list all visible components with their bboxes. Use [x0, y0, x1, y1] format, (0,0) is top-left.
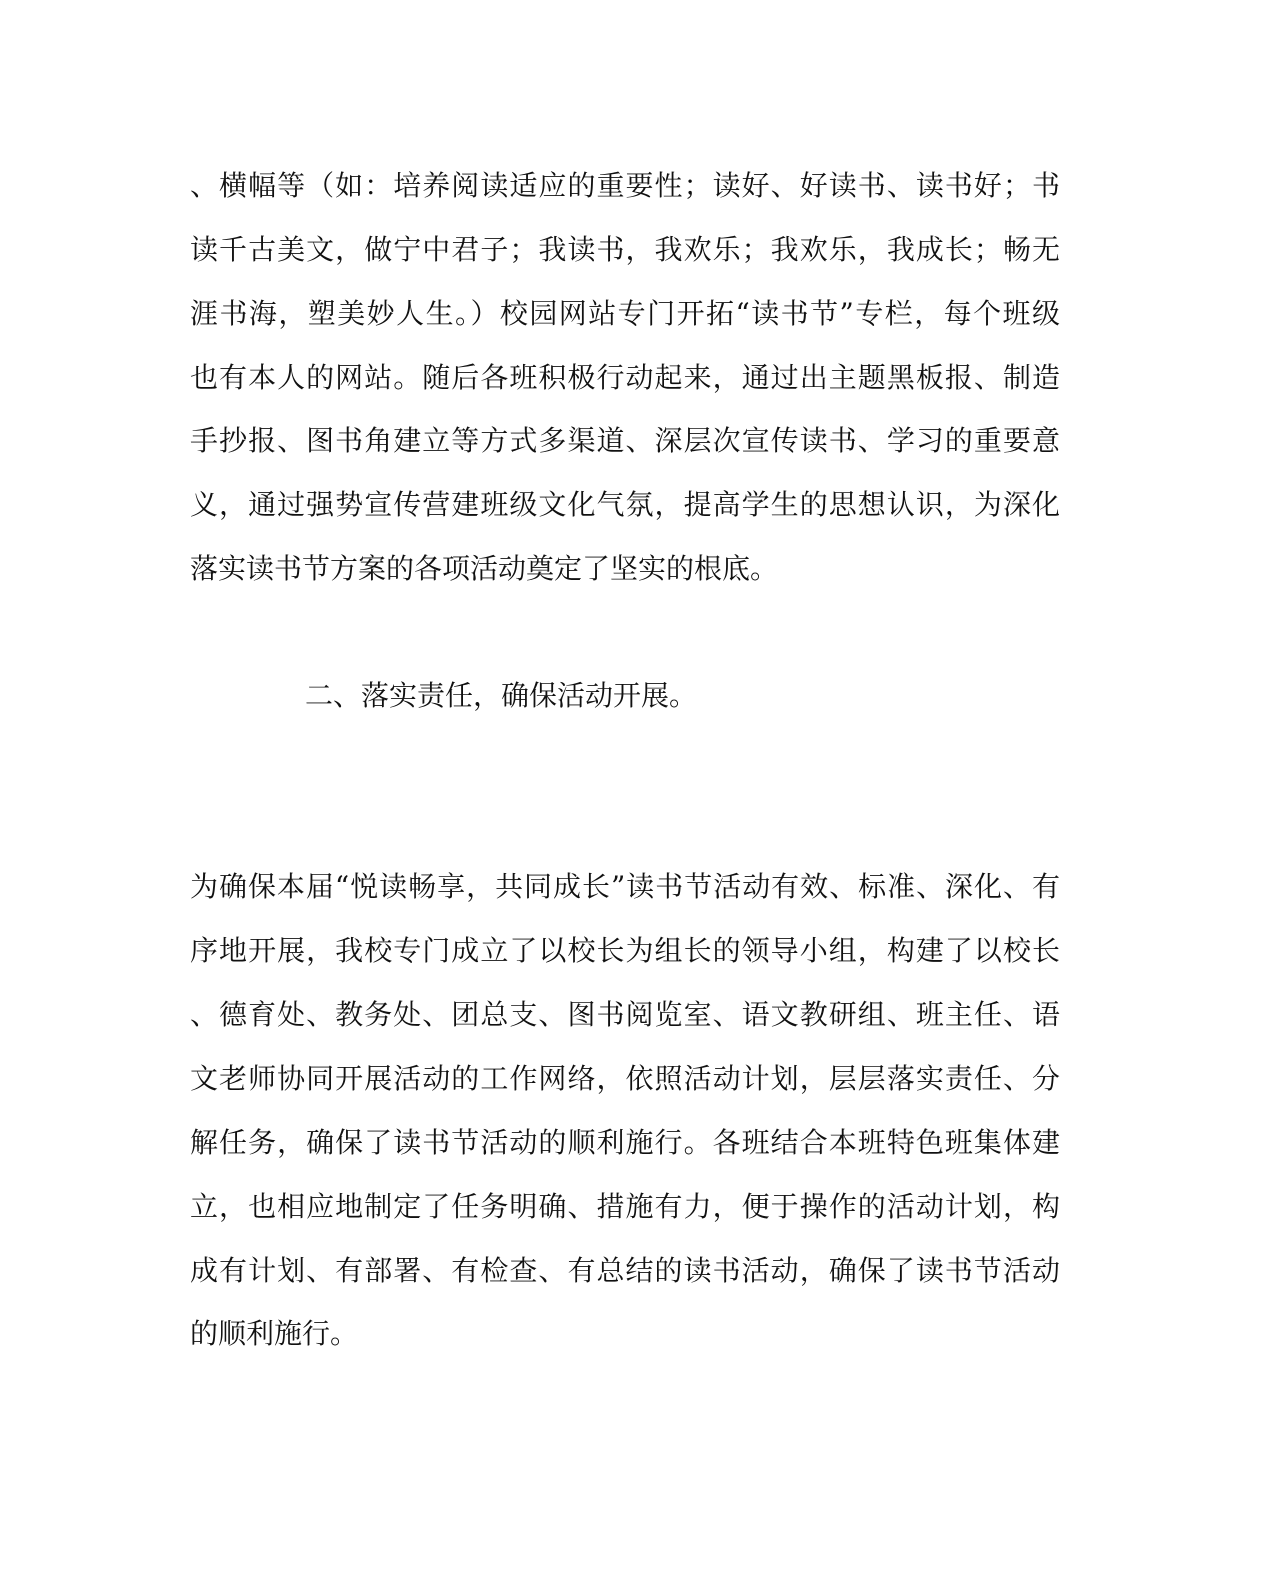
paragraph-2-line-5: 解任务，确保了读书节活动的顺利施行。各班结合本班特色班集体建: [190, 1126, 1060, 1159]
paragraph-2-line-4: 文老师协同开展活动的工作网络，依照活动计划，层层落实责任、分: [190, 1062, 1060, 1095]
paragraph-1-line-2: 读千古美文，做宁中君子；我读书，我欢乐；我欢乐，我成长；畅无: [190, 233, 1060, 266]
paragraph-1-line-1: 、横幅等（如：培养阅读适应的重要性；读好、好读书、读书好；书: [190, 169, 1060, 202]
paragraph-1-line-4: 也有本人的网站。随后各班积极行动起来，通过出主题黑板报、制造: [190, 361, 1060, 394]
paragraph-1-line-5: 手抄报、图书角建立等方式多渠道、深层次宣传读书、学习的重要意: [190, 424, 1060, 457]
paragraph-2-line-2: 序地开展，我校专门成立了以校长为组长的领导小组，构建了以校长: [190, 934, 1060, 967]
paragraph-2-line-3: 、德育处、教务处、团总支、图书阅览室、语文教研组、班主任、语: [190, 998, 1060, 1031]
paragraph-2-line-8: 的顺利施行。: [190, 1317, 359, 1350]
paragraph-2-line-1: 为确保本届“悦读畅享，共同成长”读书节活动有效、标准、深化、有: [190, 870, 1060, 903]
paragraph-2-line-7: 成有计划、有部署、有检查、有总结的读书活动，确保了读书节活动: [190, 1254, 1060, 1287]
paragraph-2-line-6: 立，也相应地制定了任务明确、措施有力，便于操作的活动计划，构: [190, 1190, 1060, 1223]
paragraph-1-line-3: 涯书海，塑美妙人生。）校园网站专门开拓“读书节”专栏，每个班级: [190, 297, 1060, 330]
paragraph-1-line-6: 义，通过强势宣传营建班级文化气氛，提高学生的思想认识，为深化: [190, 488, 1060, 521]
section-heading: 二、落实责任，确保活动开展。: [305, 679, 698, 712]
paragraph-1-line-7: 落实读书节方案的各项活动奠定了坚实的根底。: [190, 552, 779, 585]
